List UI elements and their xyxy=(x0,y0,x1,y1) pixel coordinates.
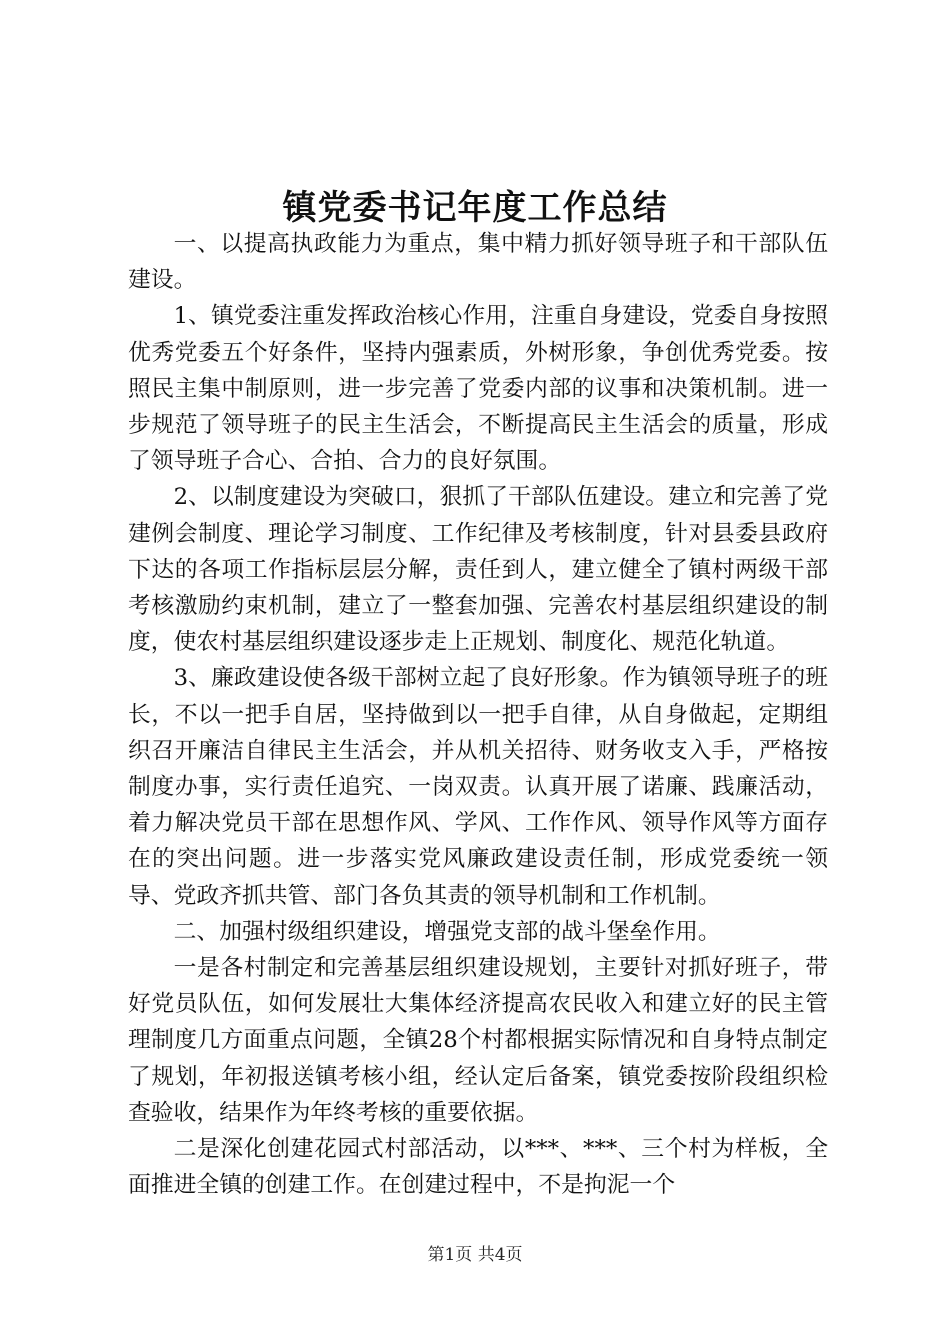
paragraph-point-1: 一是各村制定和完善基层组织建设规划，主要针对抓好班子，带好党员队伍，如何发展壮大集体经济提高农民收入和建立好的民主管理制度几方面重点问题，全镇28个村都根据实际情况和自身特点制定了规划，年初报送镇考核小组，经认定后备案，镇党委按阶段组织检查验收，结果作为年终考核的重要依据。 xyxy=(128,955,828,1126)
document-body xyxy=(128,226,828,1203)
paragraph-point-2: 二是深化创建花园式村部活动，以***、***、三个村为样板，全面推进全镇的创建工作。在创建过程中，不是拘泥一个 xyxy=(128,1136,828,1199)
paragraph-item-2: 2、以制度建设为突破口，狠抓了干部队伍建设。建立和完善了党建例会制度、理论学习制度、工作纪律及考核制度，针对县委县政府下达的各项工作指标层层分解，责任到人，建立健全了镇村两级干部考核激励约束机制，建立了一整套加强、完善农村基层组织建设的制度，使农村基层组织建设逐步走上正规划、制度化、规范化轨道。 xyxy=(128,484,828,656)
document-title: 镇党委书记年度工作总结 xyxy=(282,188,668,228)
paragraph-item-3: 3、廉政建设使各级干部树立起了良好形象。作为镇领导班子的班长，不以一把手自居，坚持做到以一把手自律，从自身做起，定期组织召开廉洁自律民主生活会，并从机关招待、财务收支入手，严格按制度办事，实行责任追究、一岗双责。认真开展了诺廉、践廉活动，着力解决党员干部在思想作风、学风、工作作风、领导作风等方面存在的突出问题。进一步落实党风廉政建设责任制，形成党委统一领导、党政齐抓共管、部门各负其责的领导机制和工作机制。 xyxy=(128,665,828,909)
paragraph-item-1: 1、镇党委注重发挥政治核心作用，注重自身建设，党委自身按照优秀党委五个好条件，坚持内强素质，外树形象，争创优秀党委。按照民主集中制原则，进一步完善了党委内部的议事和决策机制。进一步规范了领导班子的民主生活会，不断提高民主生活会的质量，形成了领导班子合心、合拍、合力的良好氛围。 xyxy=(128,303,828,475)
page-footer: 第1页 共4页 xyxy=(427,1245,523,1265)
section-heading-1: 一、以提高执政能力为重点，集中精力抓好领导班子和干部队伍建设。 xyxy=(128,231,828,294)
section-heading-2: 二、加强村级组织建设，增强党支部的战斗堡垒作用。 xyxy=(173,918,721,945)
